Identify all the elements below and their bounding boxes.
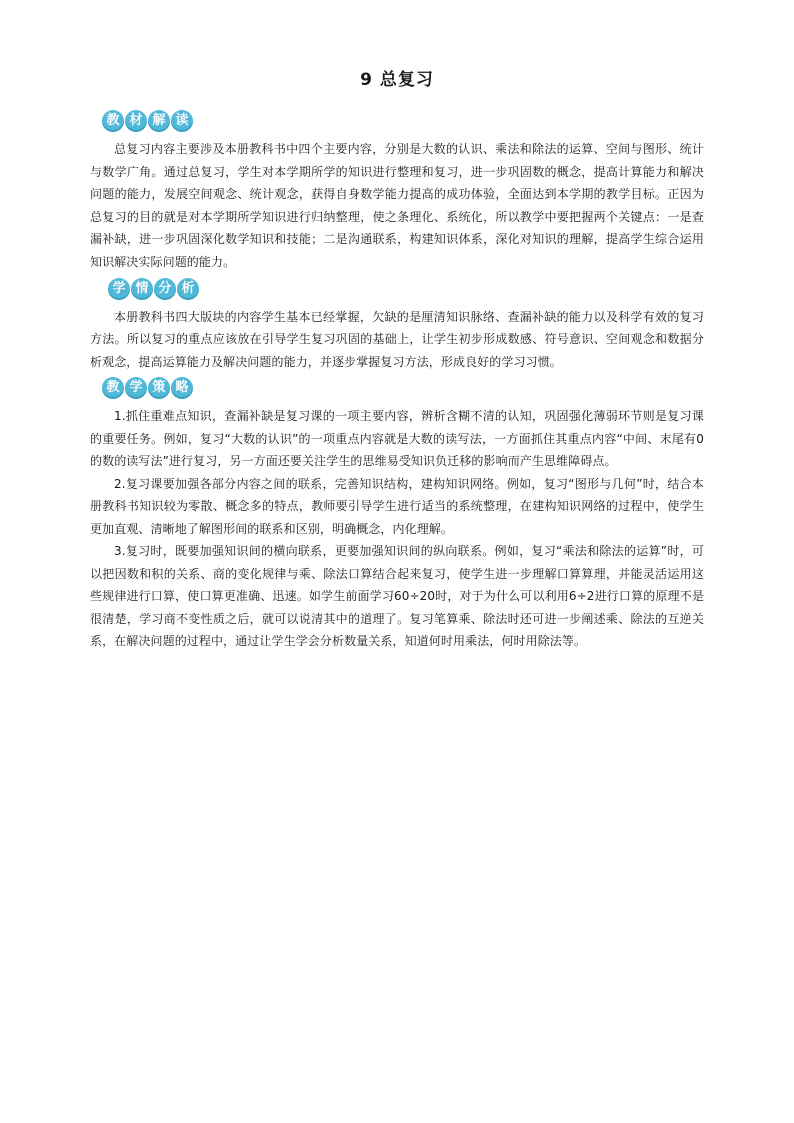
paragraph: 1.抓住重难点知识，查漏补缺是复习课的一项主要内容，辨析含糊不清的认知，巩固强化薄弱环节则是复习课的重要任务。例如，复习“大数的认识”的一项重点内容就是大数的读写法，一方面抓住其重点内容“中间、末尾有0的数的读写法”进行复习，另一方面还要关注学生的思维易受知识负迁移的影响而产生思维障碍点。: [90, 409, 704, 469]
header-badge-char: 教: [102, 377, 124, 399]
paragraph: 3.复习时，既要加强知识间的横向联系，更要加强知识间的纵向联系。例如，复习“乘法和除法的运算”时，可以把因数和积的关系、商的变化规律与乘、除法口算结合起来复习，使学生进一步理解口算算理，并能灵活运用这些规律进行口算，使口算更准确、迅速。如学生前面学习60÷20时，对于为什么可以利用6÷2进行口算的原理不是很清楚，学习商不变性质之后，就可以说清其中的道理了。复习笔算乘、除法时还可进一步阐述乘、除法的互逆关系，在解决问题的过程中，通过让学生学会分析数量关系，知道何时用乘法，何时用除法等。: [90, 544, 704, 649]
header-badge-char: 策: [148, 377, 170, 399]
section-student-analysis: [90, 278, 704, 374]
header-badge-char: 材: [125, 110, 147, 132]
header-badge-char: 分: [154, 278, 176, 300]
paragraph: 总复习内容主要涉及本册教科书中四个主要内容，分别是大数的认识、乘法和除法的运算、空间与图形、统计与数学广角。通过总复习，学生对本学期所学的知识进行整理和复习，进一步巩固数的概念，提高计算能力和解决问题的能力，发展空间观念、统计观念，获得自身数学能力提高的成功体验，全面达到本学期的教学目标。正因为总复习的目的就是对本学期所学知识进行归纳整理，使之条理化、系统化，所以教学中要把握两个关键点：一是查漏补缺，进一步巩固深化数学知识和技能；二是沟通联系，构建知识体系，深化对知识的理解，提高学生综合运用知识解决实际问题的能力。: [90, 142, 704, 269]
header-badge-char: 析: [177, 278, 199, 300]
header-badge-char: 略: [171, 377, 193, 399]
header-badge-char: 解: [148, 110, 170, 132]
section-header-textbook-interpretation: [102, 110, 704, 132]
page-title: 9 总复习: [360, 70, 434, 90]
paragraph: 本册教科书四大版块的内容学生基本已经掌握，欠缺的是厘清知识脉络、查漏补缺的能力以及科学有效的复习方法。所以复习的重点应该放在引导学生复习巩固的基础上，让学生初步形成数感、符号意识、空间观念和数据分析观念，提高运算能力及解决问题的能力，并逐步掌握复习方法，形成良好的学习习惯。: [90, 309, 704, 369]
section-header-student-analysis: [108, 278, 704, 300]
paragraph: 2.复习课要加强各部分内容之间的联系，完善知识结构，建构知识网络。例如，复习“图形与几何”时，结合本册教科书知识较为零散、概念多的特点，教师要引导学生进行适当的系统整理，在建构知识网络的过程中，使学生更加直观、清晰地了解图形间的联系和区别，明确概念，内化理解。: [90, 476, 704, 536]
header-badge-char: 学: [125, 377, 147, 399]
header-badge-char: 情: [131, 278, 153, 300]
header-badge-char: 读: [171, 110, 193, 132]
section-textbook-interpretation: [90, 110, 704, 274]
section-teaching-strategy: [90, 377, 704, 653]
section-header-teaching-strategy: [102, 377, 704, 399]
header-badge-char: 教: [102, 110, 124, 132]
header-badge-char: 学: [108, 278, 130, 300]
